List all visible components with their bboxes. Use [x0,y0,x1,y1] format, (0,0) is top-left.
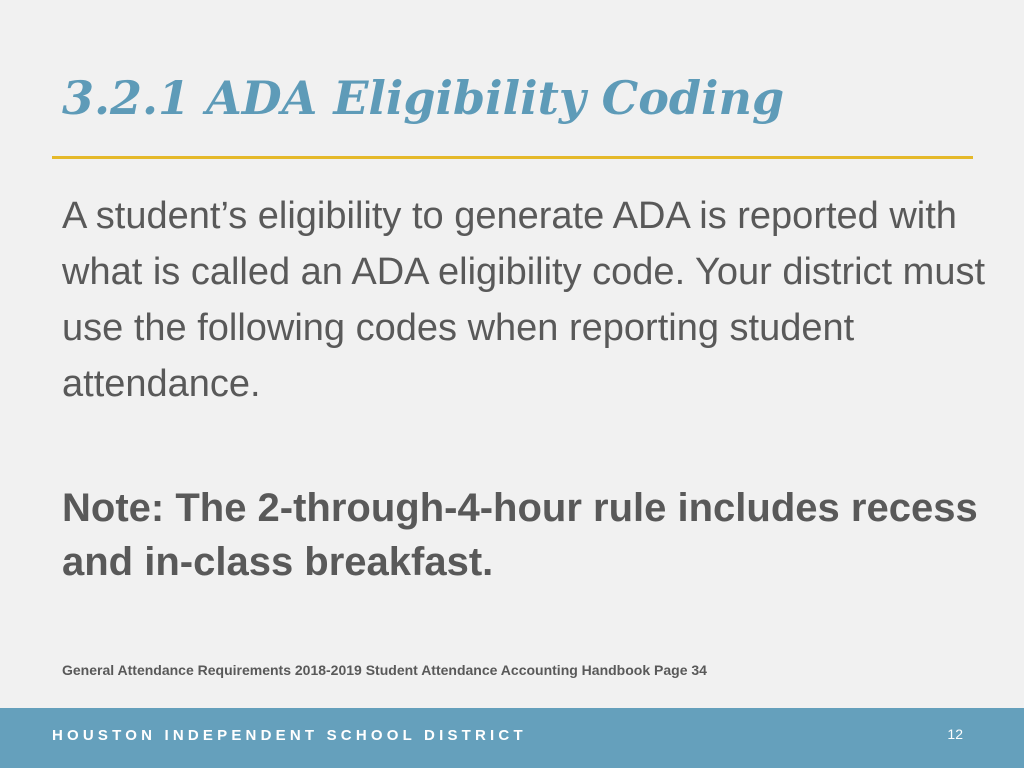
source-citation: General Attendance Requirements 2018-2019 Student Attendance Accounting Handbook Page 34 [62,662,707,678]
footer-bar [0,708,1024,768]
body-paragraph: A student’s eligibility to generate ADA is reported with what is called an ADA eligibility code. Your district must use the following codes when reporting student attendance. [62,195,986,405]
note-paragraph: Note: The 2-through-4-hour rule includes recess and in-class breakfast. [62,486,978,584]
page-number: 12 [947,726,963,742]
slide-title: 3.2.1 ADA Eligibility Coding [62,71,785,125]
title-divider [52,156,973,159]
footer-organization-name: HOUSTON INDEPENDENT SCHOOL DISTRICT [52,727,527,744]
